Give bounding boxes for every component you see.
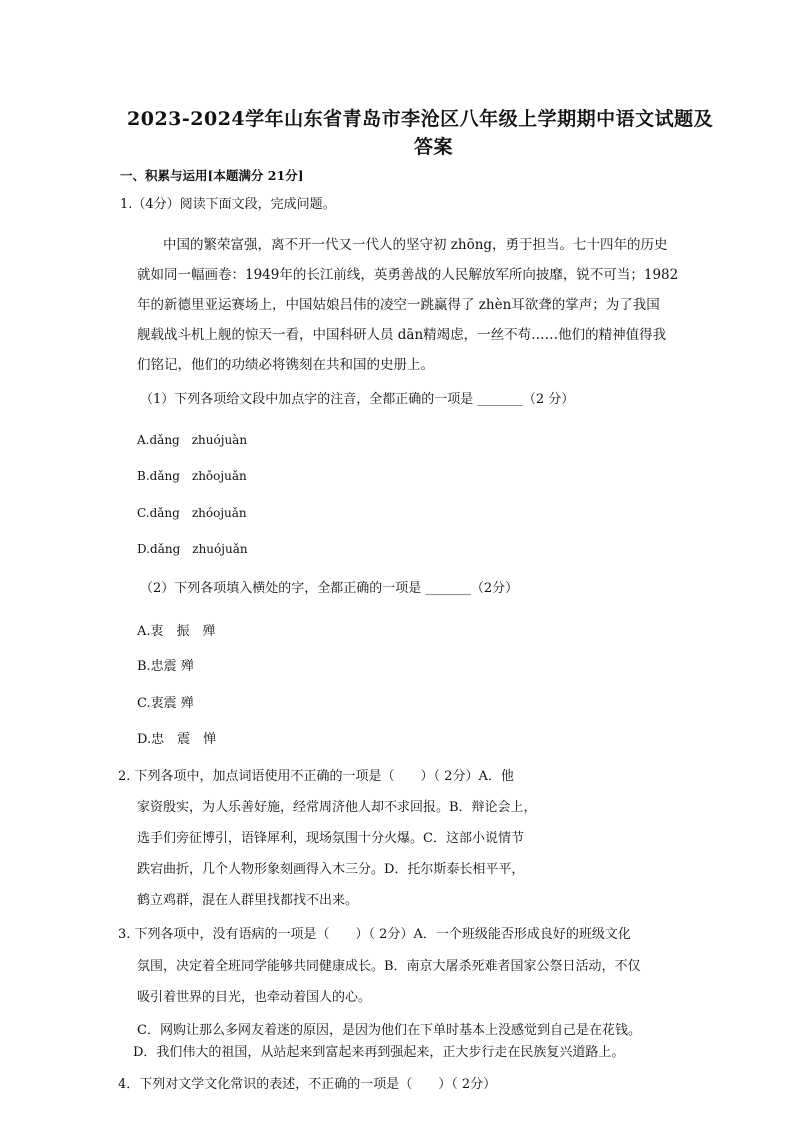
q3-option-d: D．我们伟大的祖国，从站起来到富起来再到强起来，正大步行走在民族复兴道路上。 (133, 1045, 625, 1060)
q2-line: 2. 下列各项中，加点词语使用不正确的一项是（ ）（ 2分）A．他 (118, 769, 514, 784)
q1-sub1-option-c: C.dǎng zhóojuǎn (137, 506, 247, 520)
q1-sub2-option-b: B.忠震 殚 (137, 659, 194, 674)
section-heading: 一、积累与运用[本题满分 21分] (120, 168, 304, 183)
q1-passage-line: 年的新德里亚运赛场上，中国姑娘吕伟的凌空一跳赢得了 zhèn耳欲聋的掌声；为了我国 (137, 297, 660, 313)
q1-passage-line: 舰载战斗机上舰的惊天一看，中国科研人员 dān精竭虑，一丝不苟……他们的精神值得我 (137, 327, 667, 343)
q1-passage-line: 中国的繁荣富强，离不开一代又一代人的坚守初 zhōng，勇于担当。七十四年的历史 (163, 237, 668, 253)
q2-line: 鹤立鸡群，混在人群里找都找不出来。 (137, 893, 359, 908)
q3-line: 3. 下列各项中，没有语病的一项是（ ）（ 2分）A．一个班级能否形成良好的班级文化 (118, 927, 631, 942)
q3-line: 氛围，决定着全班同学能够共同健康成长。B．南京大屠杀死难者国家公祭日活动，不仅 (137, 959, 641, 974)
q1-sub2-option-d: D.忠 震 惮 (137, 732, 217, 747)
q4-stem: 4．下列对文学文化常识的表述，不正确的一项是（ ）（ 2分） (118, 1077, 497, 1092)
doc-title-line1: 2023-2024学年山东省青岛市李沧区八年级上学期期中语文试题及 (127, 108, 714, 130)
q2-line: 选手们旁征博引，语锋犀利，现场氛围十分火爆。C．这部小说情节 (137, 831, 524, 846)
q1-sub2-stem: （2）下列各项填入横处的字，全都正确的一项是 _______（2分） (140, 581, 519, 596)
q1-sub1-option-a: A.dǎng zhuójuàn (137, 433, 248, 447)
q2-line: 家资殷实，为人乐善好施，经常周济他人却不求回报。B．辩论会上， (137, 800, 537, 815)
q1-stem: 1.（4分）阅读下面文段，完成问题。 (120, 197, 336, 212)
q1-passage-line: 就如同一幅画卷：1949年的长江前线，英勇善战的人民解放军所向披靡，锐不可当；1982 (137, 267, 679, 283)
q1-sub1-option-b: B.dǎng zhǒojuǎn (137, 469, 247, 483)
q1-sub1-option-d: D.dǎng zhuójuǎn (137, 542, 248, 556)
doc-title-line2: 答案 (414, 136, 454, 158)
q3-option-c: C．网购让那么多网友着迷的原因，是因为他们在下单时基本上没感觉到自己是在花钱。 (137, 1023, 641, 1038)
q2-line: 跌宕曲折，几个人物形象刻画得入木三分。D．托尔斯泰长相平平， (137, 862, 525, 877)
q3-line: 吸引着世界的目光，也牵动着国人的心。 (137, 990, 372, 1005)
q1-passage-line: 们铭记，他们的功绩必将镌刻在共和国的史册上。 (137, 357, 434, 373)
q1-sub1-stem: （1）下列各项给文段中加点字的注音，全都正确的一项是 _______（2 分） (140, 392, 575, 407)
q1-sub2-option-c: C.衷震 殚 (137, 696, 194, 711)
q1-sub2-option-a: A.衷 振 殚 (137, 624, 216, 639)
